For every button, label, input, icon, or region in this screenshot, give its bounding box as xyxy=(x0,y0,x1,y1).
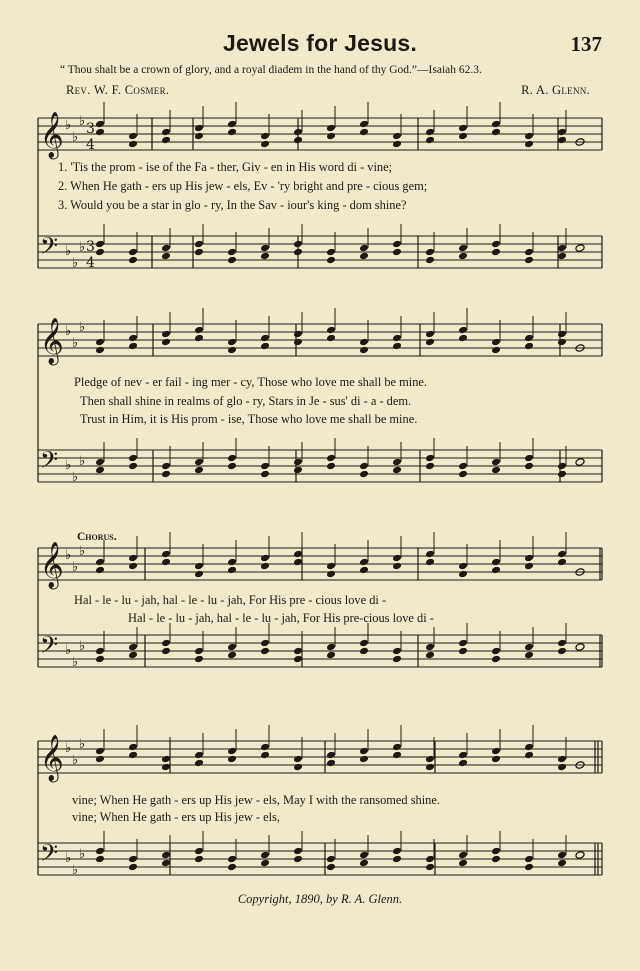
notehead xyxy=(194,124,204,133)
notehead xyxy=(557,550,567,559)
notehead xyxy=(425,330,435,339)
notehead xyxy=(392,743,402,752)
notehead xyxy=(326,454,336,463)
notehead xyxy=(326,570,336,579)
notehead xyxy=(392,847,402,856)
composer-credit: R. A. Glenn. xyxy=(521,83,590,97)
notehead xyxy=(458,562,468,571)
notehead xyxy=(557,330,567,339)
notehead xyxy=(227,248,237,257)
notehead xyxy=(524,334,534,343)
flat-icon: ♭ xyxy=(72,863,79,878)
notehead xyxy=(392,562,402,571)
notehead xyxy=(95,338,105,347)
notehead xyxy=(359,470,369,479)
notehead xyxy=(194,855,204,864)
notehead xyxy=(491,248,501,257)
notehead xyxy=(425,136,435,145)
notehead xyxy=(557,558,567,567)
notehead xyxy=(425,248,435,257)
notehead xyxy=(491,466,501,475)
notehead xyxy=(194,647,204,656)
notehead xyxy=(458,132,468,141)
notehead xyxy=(194,458,204,467)
notehead xyxy=(260,334,270,343)
notehead xyxy=(425,755,435,764)
notehead xyxy=(425,128,435,137)
notehead xyxy=(194,847,204,856)
verse-1-line-2: Pledge of nev - er fail - ing mer - cy, Those who love me shall be mine. xyxy=(74,375,428,389)
notehead xyxy=(425,338,435,347)
notehead xyxy=(524,855,534,864)
notehead xyxy=(128,743,138,752)
notehead xyxy=(392,140,402,149)
notehead xyxy=(260,647,270,656)
notehead xyxy=(95,655,105,664)
notehead xyxy=(359,755,369,764)
notehead xyxy=(293,458,303,467)
notehead xyxy=(359,462,369,471)
notehead xyxy=(425,256,435,265)
notehead xyxy=(194,326,204,335)
notehead xyxy=(128,454,138,463)
flat-icon: ♭ xyxy=(79,320,86,335)
notehead xyxy=(161,136,171,145)
notehead xyxy=(161,647,171,656)
time-signature-icon: 3 xyxy=(86,239,95,255)
flat-icon: ♭ xyxy=(79,114,86,129)
verse-3-line-2: Trust in Him, it is His prom - ise, Those who love me shall be mine. xyxy=(80,412,418,426)
notehead xyxy=(491,338,501,347)
notehead xyxy=(326,334,336,343)
notehead xyxy=(293,855,303,864)
notehead xyxy=(227,755,237,764)
notehead xyxy=(128,140,138,149)
flat-icon: ♭ xyxy=(79,847,86,862)
notehead xyxy=(359,252,369,261)
notehead xyxy=(326,124,336,133)
flat-icon: ♭ xyxy=(72,655,79,670)
notehead xyxy=(458,252,468,261)
notehead xyxy=(95,248,105,257)
notehead xyxy=(194,240,204,249)
notehead xyxy=(458,326,468,335)
verse-2-line-2: Then shall shine in realms of glo - ry, Stars in Je - sus' di - a - dem. xyxy=(80,394,412,408)
notehead xyxy=(557,338,567,347)
notehead xyxy=(194,562,204,571)
notehead xyxy=(227,863,237,872)
bass-clef-icon: 𝄢 xyxy=(40,446,59,479)
treble-clef-icon: 𝄞 xyxy=(40,112,64,158)
notehead xyxy=(359,128,369,137)
notehead xyxy=(260,562,270,571)
notehead xyxy=(524,743,534,752)
notehead xyxy=(161,462,171,471)
notehead xyxy=(260,140,270,149)
treble-clef-icon: 𝄞 xyxy=(40,318,64,364)
notehead xyxy=(194,334,204,343)
notehead xyxy=(524,132,534,141)
notehead xyxy=(227,558,237,567)
notehead xyxy=(128,334,138,343)
notehead xyxy=(227,120,237,129)
notehead xyxy=(524,651,534,660)
notehead xyxy=(293,763,303,772)
notehead xyxy=(227,643,237,652)
bass-clef-icon: 𝄢 xyxy=(40,631,59,664)
notehead xyxy=(557,647,567,656)
notehead xyxy=(95,847,105,856)
notehead xyxy=(95,120,105,129)
notehead xyxy=(524,643,534,652)
notehead xyxy=(392,248,402,257)
notehead xyxy=(524,342,534,351)
notehead xyxy=(359,120,369,129)
notehead xyxy=(458,124,468,133)
notehead xyxy=(359,859,369,868)
verse-2-line-1: 2. When He gath - ers up His jew - els, Ev - 'ry bright and pre - cious gem; xyxy=(58,179,428,193)
notehead xyxy=(359,244,369,253)
flat-icon: ♭ xyxy=(79,454,86,469)
notehead xyxy=(326,562,336,571)
verse-3-line-1: 3. Would you be a star in glo - ry, In the Sav - iour's king - dom shine? xyxy=(58,198,407,212)
notehead xyxy=(425,863,435,872)
notehead xyxy=(491,855,501,864)
notehead xyxy=(458,851,468,860)
notehead xyxy=(227,338,237,347)
notehead xyxy=(260,743,270,752)
notehead xyxy=(392,655,402,664)
hymn-title: Jewels for Jesus. xyxy=(223,30,417,56)
notehead xyxy=(425,550,435,559)
notehead xyxy=(425,454,435,463)
notehead xyxy=(260,342,270,351)
notehead xyxy=(128,132,138,141)
notehead xyxy=(293,755,303,764)
notehead xyxy=(392,855,402,864)
notehead xyxy=(293,847,303,856)
notehead xyxy=(95,755,105,764)
notehead xyxy=(161,330,171,339)
chorus-line-2-bass: vine; When He gath - ers up His jew - els, xyxy=(72,810,280,824)
notehead xyxy=(260,851,270,860)
notehead xyxy=(425,462,435,471)
notehead xyxy=(227,346,237,355)
notehead xyxy=(260,554,270,563)
notehead xyxy=(260,132,270,141)
notehead xyxy=(128,855,138,864)
notehead xyxy=(128,554,138,563)
copyright-notice: Copyright, 1890, by R. A. Glenn. xyxy=(237,892,403,906)
notehead xyxy=(95,466,105,475)
notehead xyxy=(458,334,468,343)
notehead xyxy=(161,338,171,347)
notehead xyxy=(95,128,105,137)
flat-icon: ♭ xyxy=(72,130,79,145)
notehead xyxy=(161,558,171,567)
notehead xyxy=(128,342,138,351)
notehead xyxy=(491,847,501,856)
notehead xyxy=(392,554,402,563)
notehead xyxy=(227,454,237,463)
flat-icon: ♭ xyxy=(65,851,72,866)
notehead xyxy=(161,639,171,648)
notehead xyxy=(524,863,534,872)
time-signature-icon: 3 xyxy=(86,121,95,137)
notehead xyxy=(458,647,468,656)
notehead xyxy=(425,763,435,772)
notehead xyxy=(227,651,237,660)
notehead xyxy=(491,240,501,249)
notehead xyxy=(524,751,534,760)
notehead xyxy=(557,755,567,764)
notehead xyxy=(227,566,237,575)
notehead xyxy=(491,558,501,567)
notehead xyxy=(524,454,534,463)
notehead xyxy=(359,647,369,656)
notehead xyxy=(575,851,585,860)
time-signature-icon: 4 xyxy=(86,137,95,153)
notehead xyxy=(491,755,501,764)
notehead xyxy=(359,566,369,575)
notehead xyxy=(260,462,270,471)
flat-icon: ♭ xyxy=(79,737,86,752)
notehead xyxy=(95,458,105,467)
notehead xyxy=(491,458,501,467)
notehead xyxy=(392,132,402,141)
notehead xyxy=(293,338,303,347)
lyricist-credit: Rev. W. F. Cosmer. xyxy=(66,83,170,97)
notehead xyxy=(194,466,204,475)
notehead xyxy=(293,248,303,257)
flat-icon: ♭ xyxy=(72,470,79,485)
notehead xyxy=(194,759,204,768)
notehead xyxy=(458,859,468,868)
scripture-epigraph: “ Thou shalt be a crown of glory, and a royal diadem in the hand of thy God.”—Isaiah 62.3. xyxy=(60,64,482,76)
notehead xyxy=(194,132,204,141)
notehead xyxy=(575,244,585,253)
notehead xyxy=(161,244,171,253)
notehead xyxy=(557,851,567,860)
notehead xyxy=(293,128,303,137)
notehead xyxy=(194,751,204,760)
flat-icon: ♭ xyxy=(72,256,79,271)
notehead xyxy=(326,643,336,652)
notehead xyxy=(128,248,138,257)
notehead xyxy=(359,639,369,648)
notehead xyxy=(128,651,138,660)
notehead xyxy=(260,244,270,253)
notehead xyxy=(425,651,435,660)
notehead xyxy=(575,458,585,467)
notehead xyxy=(227,128,237,137)
notehead xyxy=(359,346,369,355)
chorus-label: Chorus. xyxy=(77,531,117,543)
notehead xyxy=(557,763,567,772)
notehead xyxy=(392,458,402,467)
flat-icon: ♭ xyxy=(79,639,86,654)
notehead xyxy=(161,128,171,137)
notehead xyxy=(524,554,534,563)
notehead xyxy=(557,639,567,648)
notehead xyxy=(227,256,237,265)
notehead xyxy=(491,128,501,137)
notehead xyxy=(260,859,270,868)
notehead xyxy=(161,550,171,559)
notehead xyxy=(557,462,567,471)
flat-icon: ♭ xyxy=(65,118,72,133)
notehead xyxy=(425,558,435,567)
notehead xyxy=(95,747,105,756)
notehead xyxy=(458,244,468,253)
notehead xyxy=(326,751,336,760)
notehead xyxy=(425,643,435,652)
flat-icon: ♭ xyxy=(65,741,72,756)
notehead xyxy=(359,338,369,347)
notehead xyxy=(95,346,105,355)
flat-icon: ♭ xyxy=(65,244,72,259)
notehead xyxy=(557,859,567,868)
notehead xyxy=(326,248,336,257)
flat-icon: ♭ xyxy=(79,240,86,255)
notehead xyxy=(326,863,336,872)
notehead xyxy=(458,570,468,579)
notehead xyxy=(95,240,105,249)
notehead xyxy=(425,855,435,864)
notehead xyxy=(392,647,402,656)
flat-icon: ♭ xyxy=(79,544,86,559)
verse-1-line-1: 1. 'Tis the prom - ise of the Fa - ther, Giv - en in His word di - vine; xyxy=(58,160,393,174)
notehead xyxy=(524,562,534,571)
time-signature-icon: 4 xyxy=(86,255,95,271)
notehead xyxy=(326,462,336,471)
flat-icon: ♭ xyxy=(65,458,72,473)
notehead xyxy=(194,570,204,579)
notehead xyxy=(359,747,369,756)
notehead xyxy=(260,252,270,261)
notehead xyxy=(293,330,303,339)
notehead xyxy=(326,759,336,768)
notehead xyxy=(227,747,237,756)
chorus-line-1: Hal - le - lu - jah, hal - le - lu - jah, For His pre - cious love di - xyxy=(74,593,387,607)
notehead xyxy=(260,751,270,760)
notehead xyxy=(392,466,402,475)
notehead xyxy=(293,240,303,249)
page-number: 137 xyxy=(570,32,602,56)
notehead xyxy=(293,136,303,145)
flat-icon: ♭ xyxy=(72,560,79,575)
flat-icon: ♭ xyxy=(65,548,72,563)
notehead xyxy=(458,462,468,471)
flat-icon: ♭ xyxy=(65,324,72,339)
notehead xyxy=(491,566,501,575)
notehead xyxy=(326,326,336,335)
notehead xyxy=(392,334,402,343)
notehead xyxy=(194,655,204,664)
notehead xyxy=(161,470,171,479)
notehead xyxy=(326,256,336,265)
bass-clef-icon: 𝄢 xyxy=(40,839,59,872)
notehead xyxy=(458,751,468,760)
notehead xyxy=(128,643,138,652)
notehead xyxy=(575,643,585,652)
notehead xyxy=(128,863,138,872)
notehead xyxy=(491,647,501,656)
notehead xyxy=(392,240,402,249)
bass-clef-icon: 𝄢 xyxy=(40,232,59,265)
notehead xyxy=(293,466,303,475)
notehead xyxy=(128,751,138,760)
notehead xyxy=(524,462,534,471)
notehead xyxy=(95,566,105,575)
flat-icon: ♭ xyxy=(72,336,79,351)
treble-clef-icon: 𝄞 xyxy=(40,735,64,781)
notehead xyxy=(491,655,501,664)
flat-icon: ♭ xyxy=(65,643,72,658)
notehead xyxy=(491,346,501,355)
notehead xyxy=(326,855,336,864)
notehead xyxy=(557,470,567,479)
notehead xyxy=(326,132,336,141)
notehead xyxy=(491,747,501,756)
notehead xyxy=(359,558,369,567)
notehead xyxy=(128,562,138,571)
chorus-line-1-alto: Hal - le - lu - jah, hal - le - lu - jah, For His pre-cious love di - xyxy=(128,611,434,625)
notehead xyxy=(524,140,534,149)
notehead xyxy=(524,256,534,265)
notehead xyxy=(260,470,270,479)
notehead xyxy=(194,248,204,257)
notehead xyxy=(128,256,138,265)
flat-icon: ♭ xyxy=(72,753,79,768)
notehead xyxy=(227,462,237,471)
notehead xyxy=(392,751,402,760)
notehead xyxy=(161,252,171,261)
chorus-line-2: vine; When He gath - ers up His jew - els, May I with the ransomed shine. xyxy=(72,793,440,807)
notehead xyxy=(95,558,105,567)
treble-clef-icon: 𝄞 xyxy=(40,542,64,588)
notehead xyxy=(260,639,270,648)
notehead xyxy=(128,462,138,471)
notehead xyxy=(326,651,336,660)
notehead xyxy=(95,855,105,864)
notehead xyxy=(458,639,468,648)
notehead xyxy=(458,470,468,479)
notehead xyxy=(359,851,369,860)
notehead xyxy=(524,248,534,257)
notehead xyxy=(458,759,468,768)
notehead xyxy=(392,342,402,351)
notehead xyxy=(491,120,501,129)
notehead xyxy=(227,855,237,864)
notehead xyxy=(95,647,105,656)
